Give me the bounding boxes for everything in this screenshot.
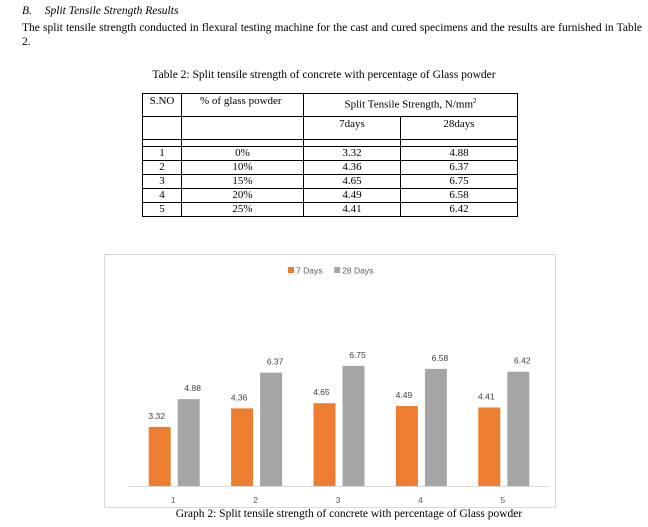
cell-7days: 3.32 xyxy=(304,147,401,161)
cell-7days: 4.36 xyxy=(304,161,401,175)
table-row xyxy=(143,203,518,217)
legend-label: 7 Days xyxy=(296,265,323,276)
table-row xyxy=(143,147,518,161)
header-strength-sup: 2 xyxy=(473,97,477,105)
cell-glass: 20% xyxy=(182,189,304,203)
cell-7days: 4.49 xyxy=(304,189,401,203)
bar xyxy=(425,369,447,486)
cell-28days: 6.37 xyxy=(401,161,518,175)
data-label: 6.42 xyxy=(514,355,531,366)
bar xyxy=(396,406,418,486)
chart-frame xyxy=(104,254,556,508)
results-table xyxy=(142,93,518,217)
bar xyxy=(231,408,253,486)
bar-chart xyxy=(105,255,557,509)
cell-sno: 5 xyxy=(143,203,182,217)
subheader-empty-2 xyxy=(182,117,304,140)
header-sno: S.NO xyxy=(143,94,182,117)
data-label: 4.36 xyxy=(230,392,248,403)
cell-28days: 4.88 xyxy=(401,147,518,161)
x-tick-label: 2 xyxy=(253,495,258,505)
table-row xyxy=(143,161,518,175)
section-heading xyxy=(22,5,178,17)
header-glass: % of glass powder xyxy=(182,94,304,117)
subheader-empty-1 xyxy=(143,117,182,140)
header-strength xyxy=(304,94,518,117)
bar xyxy=(314,403,336,486)
graph-caption: Graph 2: Split tensile strength of concrete with percentage of Glass powder xyxy=(175,508,523,520)
bar xyxy=(343,366,365,486)
section-number: B. xyxy=(22,5,32,17)
section-title: Split Tensile Strength Results xyxy=(44,5,179,17)
header-strength-text: Split Tensile Strength, N/mm xyxy=(344,98,474,111)
bar xyxy=(478,408,500,486)
cell-glass: 15% xyxy=(182,175,304,189)
legend-swatch xyxy=(334,267,340,273)
subheader-7days: 7days xyxy=(304,117,401,140)
x-tick-label: 1 xyxy=(170,495,176,505)
bar xyxy=(149,427,171,486)
table-header-row xyxy=(143,94,518,117)
body-paragraph: The split tensile strength conducted in flexural testing machine for the cast and cured specimens and the results are furnished in Table 2. xyxy=(22,22,642,48)
data-label: 3.32 xyxy=(148,410,165,421)
cell-sno: 4 xyxy=(143,189,182,203)
table-gap-row xyxy=(143,140,518,147)
cell-glass: 0% xyxy=(182,147,304,161)
cell-glass: 25% xyxy=(182,203,304,217)
subheader-28days: 28days xyxy=(401,117,518,140)
cell-sno: 1 xyxy=(143,147,182,161)
x-tick-label: 5 xyxy=(500,495,506,505)
table-subheader-row xyxy=(143,117,518,140)
bar xyxy=(260,373,282,486)
data-label: 6.37 xyxy=(266,356,284,367)
x-tick-label: 4 xyxy=(418,495,423,505)
cell-28days: 6.75 xyxy=(401,175,518,189)
table-row xyxy=(143,175,518,189)
bar xyxy=(507,372,529,486)
data-label: 6.75 xyxy=(349,349,366,360)
cell-28days: 6.58 xyxy=(401,189,518,203)
table-row xyxy=(143,189,518,203)
data-label: 6.58 xyxy=(431,352,449,363)
cell-glass: 10% xyxy=(182,161,304,175)
data-label: 4.49 xyxy=(395,390,413,401)
table-caption: Table 2: Split tensile strength of concrete with percentage of Glass powder xyxy=(152,69,496,81)
legend-swatch xyxy=(288,267,294,273)
cell-7days: 4.41 xyxy=(304,203,401,217)
cell-sno: 2 xyxy=(143,161,182,175)
cell-sno: 3 xyxy=(143,175,182,189)
data-label: 4.41 xyxy=(478,391,495,402)
cell-28days: 6.42 xyxy=(401,203,518,217)
bar xyxy=(178,399,200,486)
data-label: 4.88 xyxy=(184,383,201,394)
x-tick-label: 3 xyxy=(335,495,341,505)
legend-label: 28 Days xyxy=(342,265,374,276)
data-label: 4.65 xyxy=(313,387,330,398)
cell-7days: 4.65 xyxy=(304,175,401,189)
